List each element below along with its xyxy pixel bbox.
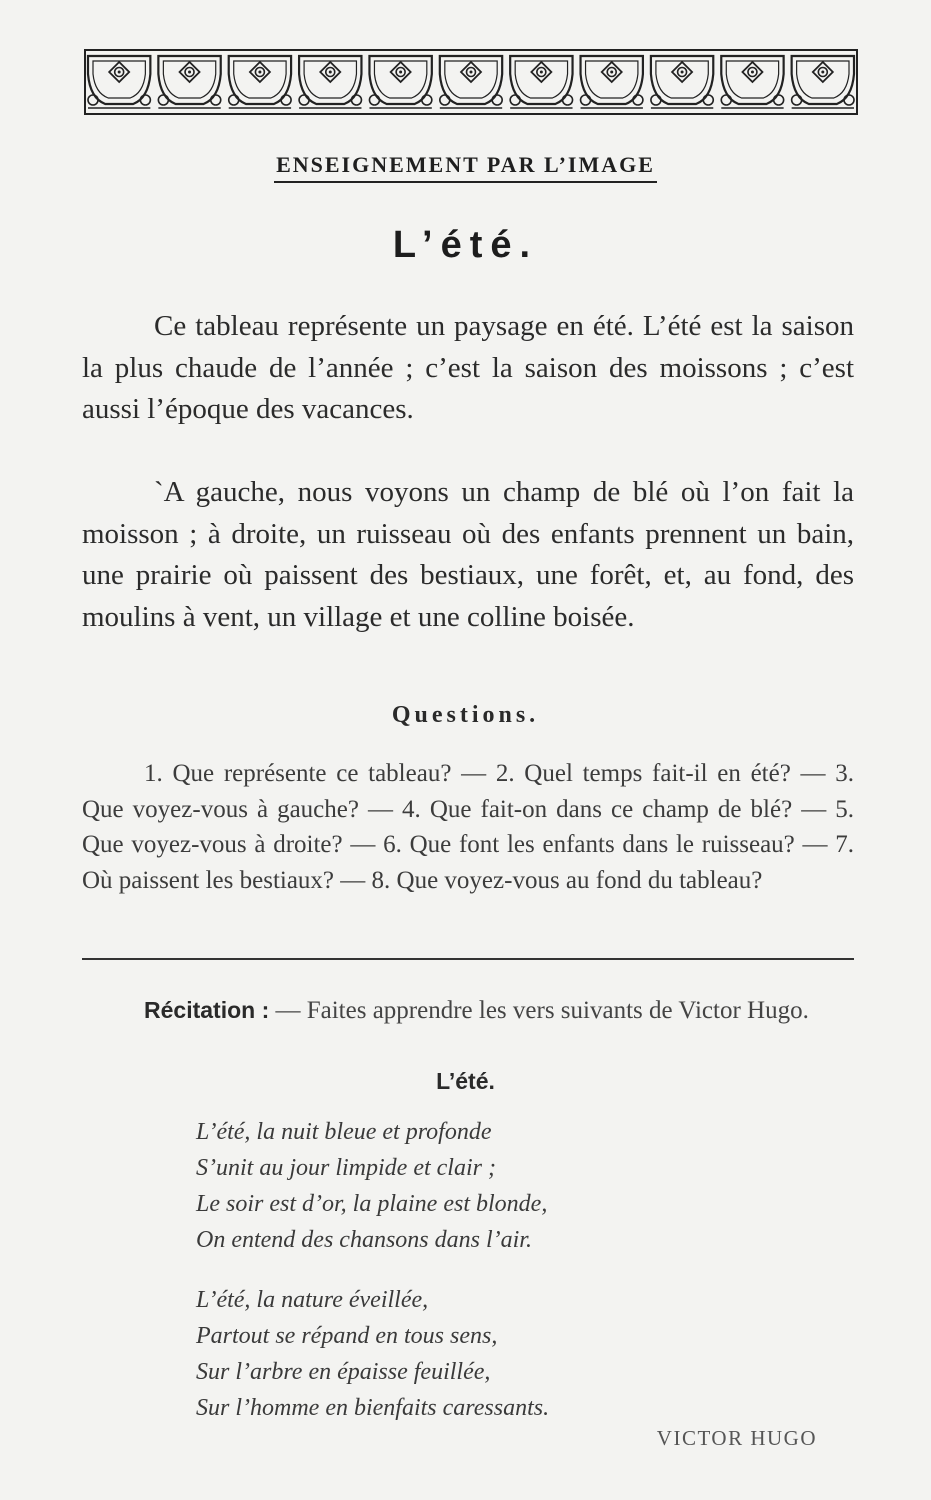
recitation-block <box>82 992 854 1029</box>
recitation-text: — Faites apprendre les vers suivants de Victor Hugo. <box>275 997 809 1024</box>
poem-line: Le soir est d’or, la plaine est blonde, <box>196 1191 548 1217</box>
questions-title: Questions. <box>391 702 540 728</box>
poem-line: L’été, la nuit bleue et profonde <box>196 1119 492 1145</box>
divider <box>82 958 854 960</box>
poem-line: Partout se répand en tous sens, <box>196 1323 498 1349</box>
questions-block <box>82 756 854 898</box>
paragraph-description <box>82 472 854 638</box>
poem-stanza-2 <box>196 1282 756 1426</box>
lesson-title: L’été. <box>392 224 539 266</box>
paragraph-intro-text: Ce tableau représente un paysage en été. L’été est la saison la plus chaude de l’année ; c’est la saison des moissons ; c’est aussi l’époque des vacances. <box>82 310 854 425</box>
poem-line: S’unit au jour limpide et clair ; <box>196 1155 496 1181</box>
poem-line: On entend des chansons dans l’air. <box>196 1227 532 1253</box>
ornament-frieze-icon <box>84 48 858 116</box>
section-title: ENSEIGNEMENT PAR L’IMAGE <box>274 152 657 183</box>
section-header <box>0 152 931 183</box>
poem-line: Sur l’arbre en épaisse feuillée, <box>196 1359 491 1385</box>
poem-author: VICTOR HUGO <box>656 1426 817 1450</box>
poem-stanza-1 <box>196 1114 756 1258</box>
paragraph-intro <box>82 306 854 431</box>
poem-title: L’été. <box>436 1068 495 1094</box>
recitation-label: Récitation : <box>144 997 270 1023</box>
paragraph-description-text: `A gauche, nous voyons un champ de blé où l’on fait la moisson ; à droite, un ruisseau où des enfants prennent un bain, une prairie où paissent des bestiaux, une forêt, et, au fond, des moulins à vent, un village et une colline boisée. <box>82 476 854 633</box>
poem-line: Sur l’homme en bienfaits caressants. <box>196 1395 550 1421</box>
poem-line: L’été, la nature éveillée, <box>196 1287 429 1313</box>
decorative-border <box>84 48 858 116</box>
questions-text: 1. Que représente ce tableau? — 2. Quel temps fait-il en été? — 3. Que voyez-vous à gauche? — 4. Que fait-on dans ce champ de blé? — 5. Que voyez-vous à droite? — 6. Que font les enfants dans le ruisseau? — 7. Où paissent les bestiaux? — 8. Que voyez-vous au fond du tableau? <box>82 760 854 894</box>
